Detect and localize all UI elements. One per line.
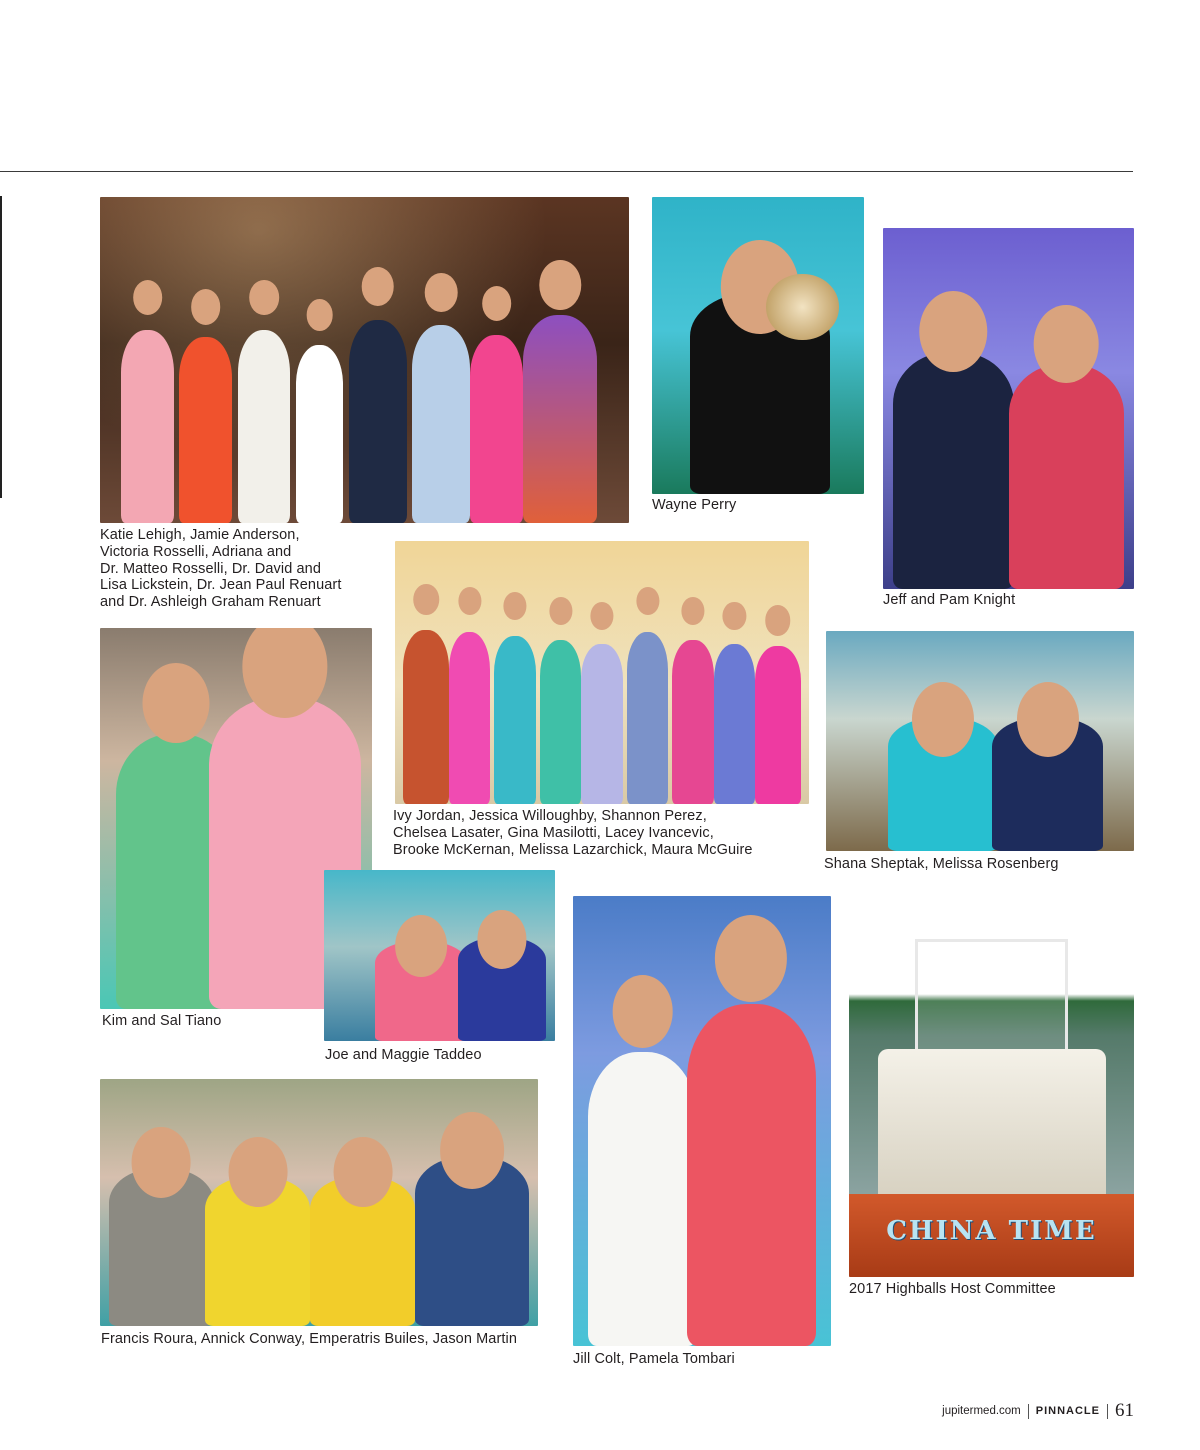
- caption-group-eight: Katie Lehigh, Jamie Anderson, Victoria Rosselli, Adriana and Dr. Matteo Rosselli, Dr. David and Lisa Lickstein, Dr. Jean Paul Renuart and Dr. Ashleigh Graham Renuart: [100, 527, 342, 611]
- caption-couple-taddeo: Joe and Maggie Taddeo: [325, 1047, 482, 1063]
- photo-host-committee-boat: [849, 932, 1134, 1277]
- footer-separator-2: [1107, 1404, 1108, 1419]
- footer-magazine: PINNACLE: [1035, 1405, 1100, 1417]
- caption-two-women-standing: Jill Colt, Pamela Tombari: [573, 1351, 735, 1367]
- top-rule: [0, 171, 1133, 172]
- boat-name-text: CHINA TIME: [886, 1215, 1097, 1246]
- side-rule: [0, 196, 2, 498]
- caption-host-committee: 2017 Highballs Host Committee: [849, 1281, 1056, 1297]
- page-footer: [942, 1400, 1134, 1422]
- footer-site: jupitermed.com: [942, 1405, 1021, 1417]
- caption-couple-knight: Jeff and Pam Knight: [883, 592, 1016, 608]
- footer-separator: [1028, 1404, 1029, 1419]
- caption-group-nine: Ivy Jordan, Jessica Willoughby, Shannon Perez, Chelsea Lasater, Gina Masilotti, Lacey Ivancevic, Brooke McKernan, Melissa Lazarchick, Maura McGuire: [393, 808, 753, 858]
- photo-four-at-table: [100, 1079, 538, 1326]
- photo-group-nine: [395, 541, 809, 804]
- caption-two-women-seated: Shana Sheptak, Melissa Rosenberg: [824, 856, 1059, 872]
- photo-two-women-standing: [573, 896, 831, 1346]
- photo-two-women-seated: [826, 631, 1134, 851]
- caption-couple-tiano: Kim and Sal Tiano: [102, 1013, 222, 1029]
- caption-trombone-player: Wayne Perry: [652, 497, 737, 513]
- photo-trombone-player: [652, 197, 864, 494]
- page-number: 61: [1115, 1400, 1134, 1421]
- photo-group-eight: [100, 197, 629, 523]
- photo-couple-knight: [883, 228, 1134, 589]
- photo-couple-taddeo: [324, 870, 555, 1041]
- caption-four-at-table: Francis Roura, Annick Conway, Emperatris Builes, Jason Martin: [101, 1331, 518, 1347]
